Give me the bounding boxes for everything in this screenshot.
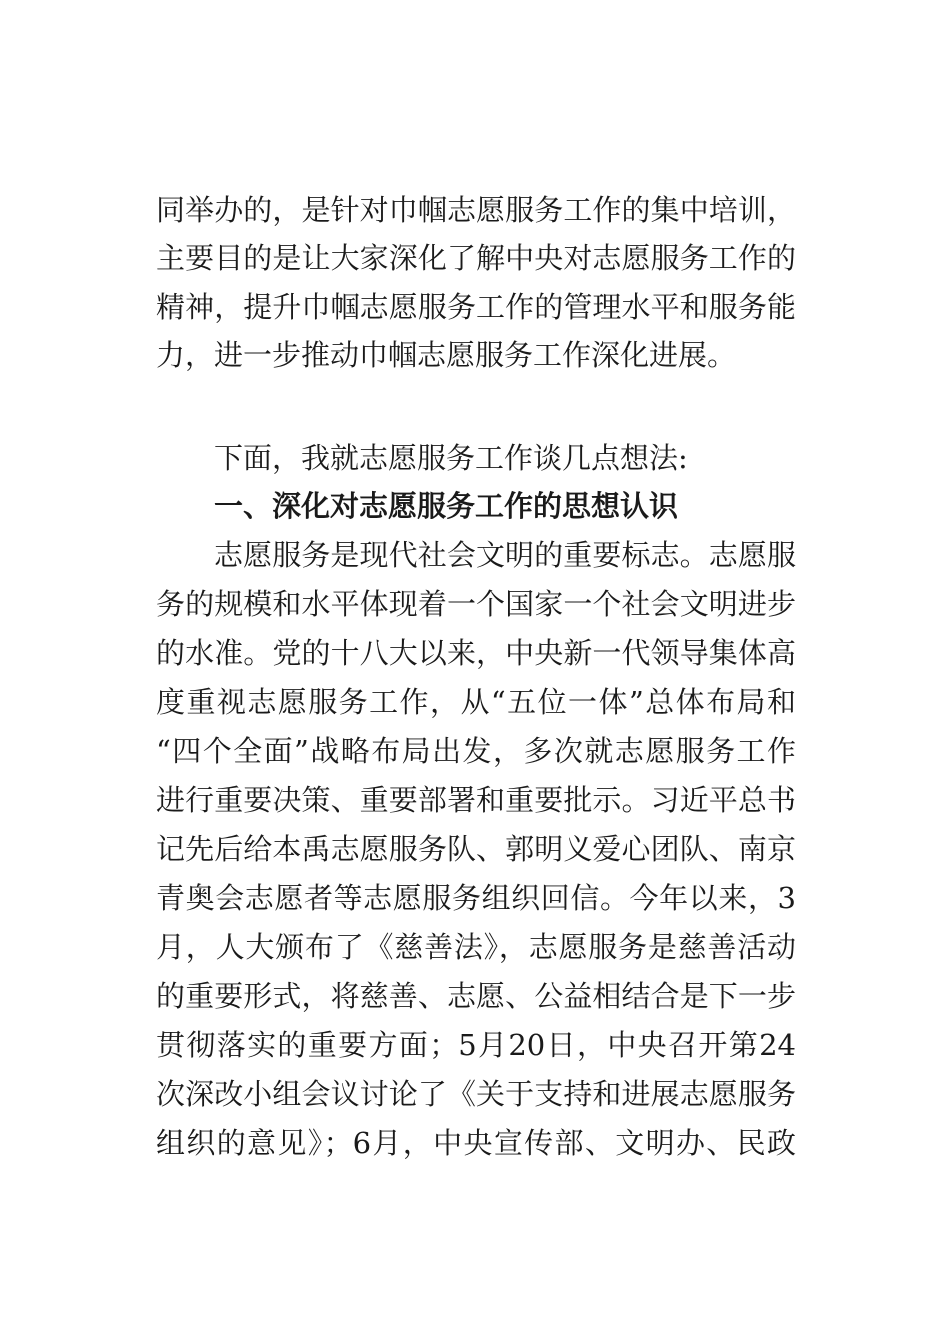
paragraph-line: 组织的意见》；6月，中央宣传部、文明办、民政 [156,1126,796,1160]
paragraph-line: 同举办的，是针对巾帼志愿服务工作的集中培训， [156,193,796,227]
paragraph-line: 进行重要决策、重要部署和重要批示。习近平总书 [156,783,796,817]
paragraph-line: 记先后给本禹志愿服务队、郭明义爱心团队、南京 [156,832,796,866]
paragraph-line: 度重视志愿服务工作，从“五位一体”总体布局和 [156,685,796,719]
paragraph-line: 志愿服务是现代社会文明的重要标志。志愿服 [214,538,796,572]
paragraph-line: 务的规模和水平体现着一个国家一个社会文明进步 [156,587,796,621]
paragraph-line: 月，人大颁布了《慈善法》，志愿服务是慈善活动 [156,930,796,964]
intro-line: 下面，我就志愿服务工作谈几点想法: [214,441,688,475]
paragraph-line: 次深改小组会议讨论了《关于支持和进展志愿服务 [156,1077,796,1111]
paragraph-line: “四个全面”战略布局出发，多次就志愿服务工作 [156,734,796,768]
paragraph-line: 贯彻落实的重要方面；5月20日，中央召开第24 [156,1028,796,1062]
paragraph-line: 力，进一步推动巾帼志愿服务工作深化进展。 [156,338,737,372]
paragraph-line: 的重要形式，将慈善、志愿、公益相结合是下一步 [156,979,796,1013]
paragraph-line: 青奥会志愿者等志愿服务组织回信。今年以来，3 [156,881,796,915]
paragraph-line: 精神，提升巾帼志愿服务工作的管理水平和服务能 [156,290,796,324]
section-heading: 一、深化对志愿服务工作的思想认识 [214,489,679,523]
paragraph-line: 的水准。党的十八大以来，中央新一代领导集体高 [156,636,796,670]
paragraph-line: 主要目的是让大家深化了解中央对志愿服务工作的 [156,241,796,275]
